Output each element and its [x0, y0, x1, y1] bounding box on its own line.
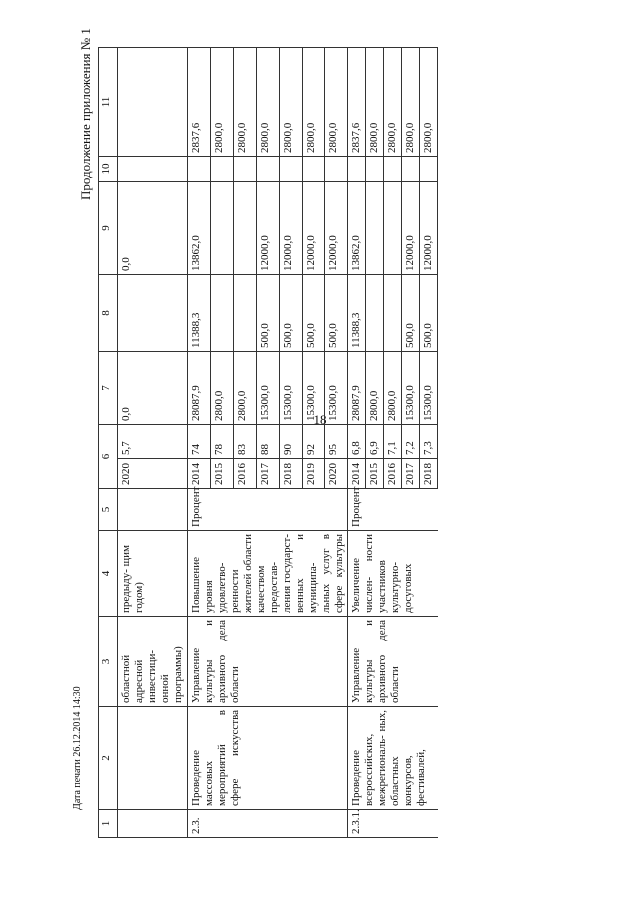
cell-col11: 2800,0	[279, 48, 302, 157]
cell-col9: 12000,0	[279, 182, 302, 275]
cell-value: 92	[302, 425, 325, 459]
cell-col10	[366, 157, 384, 182]
cell-col10	[348, 157, 366, 182]
cell-col8	[233, 275, 256, 352]
cell-col9: 12000,0	[325, 182, 348, 275]
cell-col11: 2837,6	[348, 48, 366, 157]
col-number: 1	[99, 810, 118, 838]
cell-value: 6,8	[348, 425, 366, 459]
cell-unit	[118, 489, 188, 531]
cell-col8: 11388,3	[187, 275, 210, 352]
col-number: 8	[99, 275, 118, 352]
cell-total: 15300,0	[256, 352, 279, 425]
cell-total: 0,0	[118, 352, 188, 425]
cell-value: 88	[256, 425, 279, 459]
page-number: 18	[313, 412, 327, 427]
program-table	[98, 47, 438, 838]
cell-total: 2800,0	[210, 352, 233, 425]
cell-col11: 2800,0	[302, 48, 325, 157]
cell-col9: 12000,0	[302, 182, 325, 275]
col-number: 5	[99, 489, 118, 531]
cell-col11: 2800,0	[402, 48, 420, 157]
cell-total: 2800,0	[366, 352, 384, 425]
cell-year: 2017	[402, 459, 420, 489]
cell-col8	[384, 275, 402, 352]
indicator: Повышение уровня удовлетво- ренности жителей области качеством предостав- ления государст- венных и муниципа- льных услуг в сфере культуры	[187, 531, 348, 617]
cell-col9: 0,0	[118, 182, 188, 275]
cell-total: 28087,9	[187, 352, 210, 425]
cell-col10	[302, 157, 325, 182]
cell-col10	[187, 157, 210, 182]
cell-col10	[233, 157, 256, 182]
cell-value: 95	[325, 425, 348, 459]
col-number: 2	[99, 707, 118, 810]
indicator: Увеличение числен- ности участников культурно- досуговых	[348, 531, 438, 617]
cell-col10	[325, 157, 348, 182]
cell-col9: 12000,0	[420, 182, 438, 275]
appendix-continuation-note: Продолжение приложения № 1	[78, 28, 93, 200]
col-number: 7	[99, 352, 118, 425]
cell-indicator: предыду- щим годом)	[118, 531, 188, 617]
unit: Процент	[187, 489, 348, 531]
cell-program: областной адресной инвестици- онной программы)	[118, 617, 188, 707]
executor: Управление культуры и архивного дела области	[187, 617, 348, 707]
cell-total: 15300,0	[302, 352, 325, 425]
section-2-3-1-row	[348, 48, 366, 838]
cell-col10	[256, 157, 279, 182]
cell-col8: 11388,3	[348, 275, 366, 352]
cell-year: 2020	[118, 459, 188, 489]
cell-col11: 2800,0	[233, 48, 256, 157]
cell-col8: 500,0	[402, 275, 420, 352]
cell-col8: 500,0	[325, 275, 348, 352]
cell-col9: 12000,0	[256, 182, 279, 275]
cell-col10	[402, 157, 420, 182]
event-name: Проведение массовых мероприятий в сфере искусства	[187, 707, 348, 810]
col-number: 3	[99, 617, 118, 707]
cell-col11: 2800,0	[384, 48, 402, 157]
cell-total: 15300,0	[279, 352, 302, 425]
cell-year: 2015	[210, 459, 233, 489]
section-2-3-row	[187, 48, 210, 838]
col-number: 11	[99, 48, 118, 157]
cell-col8: 500,0	[420, 275, 438, 352]
cell-col11: 2837,6	[187, 48, 210, 157]
cell-total: 2800,0	[233, 352, 256, 425]
cell-event	[118, 707, 188, 810]
cell-total: 15300,0	[402, 352, 420, 425]
cell-col8: 500,0	[256, 275, 279, 352]
cell-year: 2016	[384, 459, 402, 489]
cell-year: 2014	[348, 459, 366, 489]
print-date: Дата печати 26.12.2014 14:30	[72, 686, 83, 810]
cell-year: 2020	[325, 459, 348, 489]
cell-year: 2017	[256, 459, 279, 489]
section-number: 2.3.1.	[348, 810, 438, 838]
cell-value: 5,7	[118, 425, 188, 459]
cell-year: 2019	[302, 459, 325, 489]
cell-col11: 2800,0	[325, 48, 348, 157]
cell-col8	[118, 275, 188, 352]
cell-col11: 2800,0	[210, 48, 233, 157]
cell-year: 2015	[366, 459, 384, 489]
cell-col8: 500,0	[302, 275, 325, 352]
cell-value: 74	[187, 425, 210, 459]
col-number: 9	[99, 182, 118, 275]
cell-year: 2018	[420, 459, 438, 489]
cell-value: 90	[279, 425, 302, 459]
continuation-row	[118, 48, 188, 838]
cell-col10	[210, 157, 233, 182]
cell-value: 6,9	[366, 425, 384, 459]
cell-col8: 500,0	[279, 275, 302, 352]
cell-col9	[384, 182, 402, 275]
cell-value: 7,2	[402, 425, 420, 459]
cell-value: 7,3	[420, 425, 438, 459]
executor: Управление культуры и архивного дела области	[348, 617, 438, 707]
col-number: 4	[99, 531, 118, 617]
cell-col10	[279, 157, 302, 182]
cell-total: 15300,0	[420, 352, 438, 425]
cell-col9	[233, 182, 256, 275]
cell-col11: 2800,0	[256, 48, 279, 157]
cell-total: 15300,0	[325, 352, 348, 425]
cell-col11: 2800,0	[420, 48, 438, 157]
rotated-table-container	[98, 48, 548, 838]
cell-value: 78	[210, 425, 233, 459]
cell-col9: 12000,0	[402, 182, 420, 275]
cell-col10	[384, 157, 402, 182]
col-number: 10	[99, 157, 118, 182]
cell-value: 7,1	[384, 425, 402, 459]
cell-col10	[118, 157, 188, 182]
section-number: 2.3.	[187, 810, 348, 838]
cell-total: 2800,0	[384, 352, 402, 425]
cell-col9	[210, 182, 233, 275]
col-number: 6	[99, 425, 118, 489]
cell-year: 2016	[233, 459, 256, 489]
cell-col9: 13862,0	[187, 182, 210, 275]
cell-col9: 13862,0	[348, 182, 366, 275]
column-number-row	[99, 48, 118, 838]
event-name: Проведение всероссийских, межрегиональ- ных, областных конкурсов, фестивалей,	[348, 707, 438, 810]
cell-col9	[366, 182, 384, 275]
cell-col10	[420, 157, 438, 182]
cell-col11: 2800,0	[366, 48, 384, 157]
cell-col8	[366, 275, 384, 352]
cell-value: 83	[233, 425, 256, 459]
cell-col11	[118, 48, 188, 157]
cell-year: 2018	[279, 459, 302, 489]
cell-total: 28087,9	[348, 352, 366, 425]
cell-col8	[210, 275, 233, 352]
cell-number	[118, 810, 188, 838]
unit: Процент	[348, 489, 438, 531]
cell-year: 2014	[187, 459, 210, 489]
